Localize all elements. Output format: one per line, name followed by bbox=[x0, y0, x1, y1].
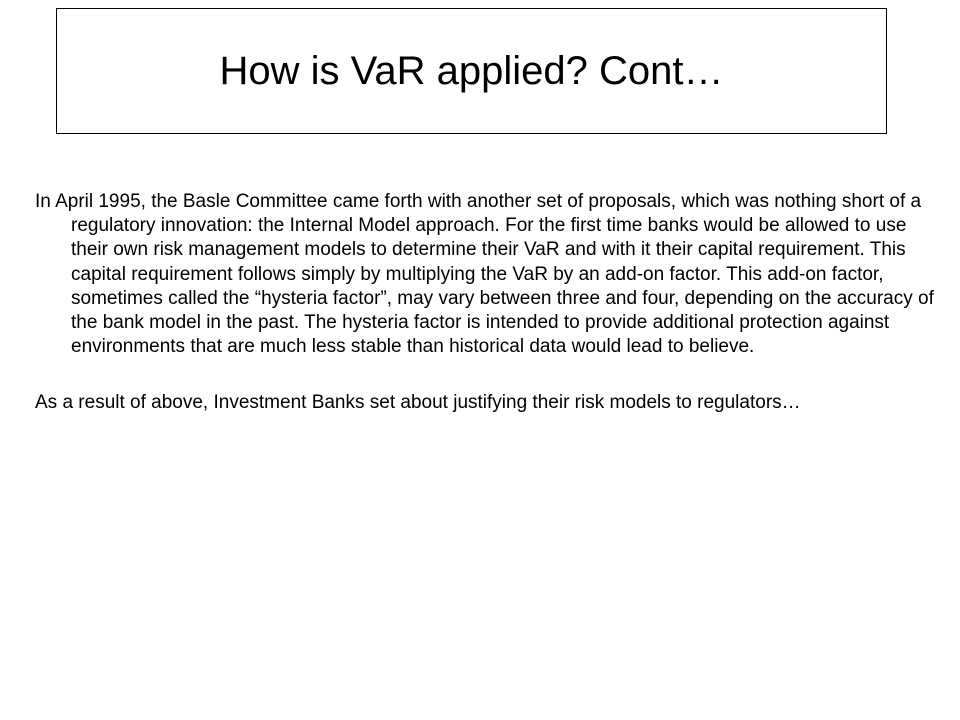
title-box bbox=[56, 8, 887, 134]
slide-body bbox=[35, 190, 940, 416]
body-paragraph: In April 1995, the Basle Committee came forth with another set of proposals, which was nothing short of a regulatory innovation: the Internal Model approach. For the first time banks would be allowed to use their own risk management models to determine their VaR and with it their capital requirement. This capital requirement follows simply by multiplying the VaR by an add-on factor. This add-on factor, sometimes called the “hysteria factor”, may vary between three and four, depending on the accuracy of the bank model in the past. The hysteria factor is intended to provide additional protection against environments that are much less stable than historical data would lead to believe. bbox=[35, 191, 934, 358]
body-paragraph: As a result of above, Investment Banks set about justifying their risk models to regulators… bbox=[35, 392, 801, 414]
slide-title: How is VaR applied? Cont… bbox=[219, 49, 724, 93]
